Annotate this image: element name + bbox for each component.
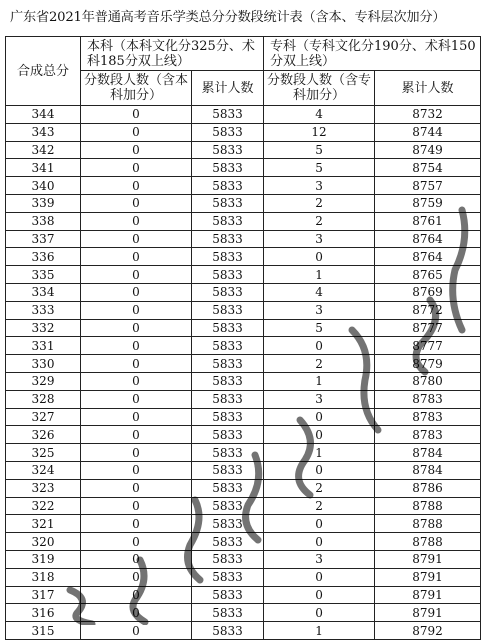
table-body (6, 106, 481, 640)
cell-vocational-count: 4 (264, 283, 375, 301)
cell-total-score: 335 (6, 266, 81, 284)
table-title: 广东省2021年普通高考音乐学类总分分数段统计表（含本、专科层次加分） (10, 10, 446, 25)
cell-vocational-cumulative: 8788 (375, 515, 481, 533)
cell-total-score: 318 (6, 568, 81, 586)
cell-bachelor-cumulative: 5833 (192, 337, 264, 355)
table-row (6, 266, 481, 284)
cell-vocational-count: 0 (264, 533, 375, 551)
cell-vocational-cumulative: 8783 (375, 408, 481, 426)
cell-bachelor-count: 0 (81, 319, 192, 337)
table-row (6, 497, 481, 515)
cell-vocational-cumulative: 8780 (375, 372, 481, 390)
cell-vocational-cumulative: 8732 (375, 106, 481, 124)
cell-bachelor-count: 0 (81, 408, 192, 426)
cell-vocational-cumulative: 8757 (375, 177, 481, 195)
cell-bachelor-cumulative: 5833 (192, 301, 264, 319)
cell-vocational-count: 2 (264, 497, 375, 515)
cell-vocational-cumulative: 8783 (375, 390, 481, 408)
cell-bachelor-count: 0 (81, 106, 192, 124)
cell-bachelor-count: 0 (81, 622, 192, 640)
cell-total-score: 328 (6, 390, 81, 408)
cell-bachelor-count: 0 (81, 248, 192, 266)
cell-vocational-count: 0 (264, 461, 375, 479)
table-row (6, 248, 481, 266)
cell-bachelor-cumulative: 5833 (192, 355, 264, 373)
cell-total-score: 319 (6, 550, 81, 568)
cell-vocational-count: 2 (264, 212, 375, 230)
cell-bachelor-cumulative: 5833 (192, 515, 264, 533)
cell-total-score: 327 (6, 408, 81, 426)
cell-total-score: 325 (6, 444, 81, 462)
header-bachelor: 本科（本科文化分325分、术科185分双上线） (81, 37, 264, 71)
cell-bachelor-count: 0 (81, 586, 192, 604)
table-row (6, 568, 481, 586)
cell-bachelor-count: 0 (81, 141, 192, 159)
cell-vocational-cumulative: 8769 (375, 283, 481, 301)
cell-bachelor-count: 0 (81, 372, 192, 390)
cell-vocational-count: 12 (264, 123, 375, 141)
cell-vocational-count: 1 (264, 372, 375, 390)
cell-vocational-cumulative: 8791 (375, 586, 481, 604)
cell-vocational-cumulative: 8791 (375, 550, 481, 568)
cell-total-score: 333 (6, 301, 81, 319)
cell-vocational-cumulative: 8759 (375, 194, 481, 212)
header-vocational: 专科（专科文化分190分、术科150分双上线） (264, 37, 481, 71)
cell-total-score: 337 (6, 230, 81, 248)
table-row (6, 159, 481, 177)
cell-total-score: 317 (6, 586, 81, 604)
cell-bachelor-cumulative: 5833 (192, 568, 264, 586)
cell-vocational-cumulative: 8749 (375, 141, 481, 159)
cell-total-score: 331 (6, 337, 81, 355)
cell-bachelor-count: 0 (81, 444, 192, 462)
cell-bachelor-cumulative: 5833 (192, 550, 264, 568)
cell-bachelor-count: 0 (81, 568, 192, 586)
cell-vocational-cumulative: 8754 (375, 159, 481, 177)
cell-vocational-cumulative: 8791 (375, 604, 481, 622)
cell-vocational-count: 3 (264, 177, 375, 195)
table-row (6, 337, 481, 355)
cell-vocational-count: 0 (264, 426, 375, 444)
cell-vocational-count: 5 (264, 319, 375, 337)
cell-bachelor-cumulative: 5833 (192, 159, 264, 177)
cell-vocational-cumulative: 8791 (375, 568, 481, 586)
cell-vocational-count: 3 (264, 390, 375, 408)
cell-vocational-count: 5 (264, 141, 375, 159)
cell-bachelor-cumulative: 5833 (192, 426, 264, 444)
table-row (6, 533, 481, 551)
cell-bachelor-cumulative: 5833 (192, 141, 264, 159)
cell-bachelor-cumulative: 5833 (192, 408, 264, 426)
cell-bachelor-count: 0 (81, 337, 192, 355)
cell-bachelor-cumulative: 5833 (192, 461, 264, 479)
cell-bachelor-count: 0 (81, 390, 192, 408)
cell-vocational-count: 1 (264, 622, 375, 640)
table-row (6, 177, 481, 195)
cell-total-score: 338 (6, 212, 81, 230)
table-row (6, 283, 481, 301)
cell-bachelor-cumulative: 5833 (192, 497, 264, 515)
cell-bachelor-cumulative: 5833 (192, 586, 264, 604)
cell-bachelor-cumulative: 5833 (192, 248, 264, 266)
cell-total-score: 342 (6, 141, 81, 159)
cell-bachelor-cumulative: 5833 (192, 230, 264, 248)
table-row (6, 586, 481, 604)
table-row (6, 123, 481, 141)
cell-total-score: 323 (6, 479, 81, 497)
table-row (6, 355, 481, 373)
cell-total-score: 320 (6, 533, 81, 551)
header-bachelor-cumulative: 累计人数 (192, 71, 264, 106)
table-row (6, 479, 481, 497)
cell-vocational-count: 0 (264, 568, 375, 586)
cell-bachelor-count: 0 (81, 194, 192, 212)
cell-bachelor-cumulative: 5833 (192, 319, 264, 337)
cell-total-score: 316 (6, 604, 81, 622)
cell-vocational-count: 0 (264, 515, 375, 533)
cell-total-score: 343 (6, 123, 81, 141)
cell-vocational-count: 4 (264, 106, 375, 124)
cell-total-score: 321 (6, 515, 81, 533)
cell-bachelor-count: 0 (81, 479, 192, 497)
cell-total-score: 344 (6, 106, 81, 124)
cell-vocational-cumulative: 8744 (375, 123, 481, 141)
table-row (6, 444, 481, 462)
cell-bachelor-cumulative: 5833 (192, 390, 264, 408)
cell-vocational-count: 0 (264, 248, 375, 266)
cell-bachelor-count: 0 (81, 426, 192, 444)
table-row (6, 319, 481, 337)
table-row (6, 212, 481, 230)
cell-bachelor-count: 0 (81, 212, 192, 230)
table-row (6, 604, 481, 622)
table-row (6, 230, 481, 248)
cell-bachelor-cumulative: 5833 (192, 106, 264, 124)
cell-vocational-cumulative: 8777 (375, 337, 481, 355)
cell-bachelor-cumulative: 5833 (192, 266, 264, 284)
cell-vocational-count: 5 (264, 159, 375, 177)
cell-vocational-count: 0 (264, 337, 375, 355)
table-row (6, 408, 481, 426)
header-total-score: 合成总分 (6, 37, 81, 106)
table-row (6, 426, 481, 444)
cell-vocational-count: 2 (264, 194, 375, 212)
cell-bachelor-count: 0 (81, 497, 192, 515)
cell-total-score: 324 (6, 461, 81, 479)
cell-vocational-cumulative: 8792 (375, 622, 481, 640)
table-row (6, 301, 481, 319)
cell-bachelor-cumulative: 5833 (192, 283, 264, 301)
cell-bachelor-cumulative: 5833 (192, 444, 264, 462)
cell-vocational-count: 0 (264, 586, 375, 604)
cell-total-score: 341 (6, 159, 81, 177)
cell-bachelor-cumulative: 5833 (192, 533, 264, 551)
cell-vocational-count: 0 (264, 604, 375, 622)
table-row (6, 550, 481, 568)
cell-vocational-count: 2 (264, 355, 375, 373)
cell-bachelor-cumulative: 5833 (192, 194, 264, 212)
cell-total-score: 339 (6, 194, 81, 212)
table-row (6, 515, 481, 533)
cell-vocational-cumulative: 8784 (375, 461, 481, 479)
cell-bachelor-count: 0 (81, 533, 192, 551)
header-vocational-cumulative: 累计人数 (375, 71, 481, 106)
table-row (6, 390, 481, 408)
cell-vocational-cumulative: 8765 (375, 266, 481, 284)
cell-bachelor-count: 0 (81, 177, 192, 195)
header-vocational-count: 分数段人数（含专科加分） (264, 71, 375, 106)
cell-vocational-count: 3 (264, 301, 375, 319)
cell-total-score: 332 (6, 319, 81, 337)
cell-bachelor-count: 0 (81, 266, 192, 284)
cell-total-score: 329 (6, 372, 81, 390)
cell-bachelor-count: 0 (81, 301, 192, 319)
cell-bachelor-cumulative: 5833 (192, 212, 264, 230)
cell-vocational-cumulative: 8761 (375, 212, 481, 230)
cell-bachelor-cumulative: 5833 (192, 372, 264, 390)
cell-bachelor-cumulative: 5833 (192, 177, 264, 195)
cell-total-score: 322 (6, 497, 81, 515)
cell-bachelor-count: 0 (81, 230, 192, 248)
cell-vocational-cumulative: 8786 (375, 479, 481, 497)
cell-vocational-cumulative: 8788 (375, 533, 481, 551)
cell-vocational-cumulative: 8783 (375, 426, 481, 444)
cell-vocational-cumulative: 8779 (375, 355, 481, 373)
table-row (6, 194, 481, 212)
cell-bachelor-count: 0 (81, 283, 192, 301)
cell-bachelor-cumulative: 5833 (192, 604, 264, 622)
table-row (6, 461, 481, 479)
cell-total-score: 315 (6, 622, 81, 640)
cell-total-score: 336 (6, 248, 81, 266)
table-row (6, 141, 481, 159)
cell-bachelor-count: 0 (81, 515, 192, 533)
cell-total-score: 330 (6, 355, 81, 373)
table-row (6, 372, 481, 390)
cell-vocational-count: 3 (264, 230, 375, 248)
cell-vocational-cumulative: 8764 (375, 230, 481, 248)
cell-bachelor-count: 0 (81, 550, 192, 568)
cell-total-score: 326 (6, 426, 81, 444)
cell-total-score: 334 (6, 283, 81, 301)
cell-bachelor-count: 0 (81, 123, 192, 141)
cell-vocational-cumulative: 8772 (375, 301, 481, 319)
cell-total-score: 340 (6, 177, 81, 195)
header-bachelor-count: 分数段人数（含本科加分） (81, 71, 192, 106)
cell-vocational-cumulative: 8784 (375, 444, 481, 462)
cell-bachelor-count: 0 (81, 159, 192, 177)
cell-vocational-count: 1 (264, 444, 375, 462)
cell-bachelor-cumulative: 5833 (192, 123, 264, 141)
cell-bachelor-count: 0 (81, 461, 192, 479)
cell-vocational-cumulative: 8764 (375, 248, 481, 266)
cell-bachelor-count: 0 (81, 355, 192, 373)
table-row (6, 106, 481, 124)
cell-vocational-count: 0 (264, 408, 375, 426)
cell-vocational-count: 1 (264, 266, 375, 284)
table-row (6, 622, 481, 640)
cell-vocational-count: 2 (264, 479, 375, 497)
cell-bachelor-cumulative: 5833 (192, 479, 264, 497)
cell-vocational-cumulative: 8788 (375, 497, 481, 515)
cell-vocational-count: 3 (264, 550, 375, 568)
cell-bachelor-cumulative: 5833 (192, 622, 264, 640)
cell-bachelor-count: 0 (81, 604, 192, 622)
score-distribution-table (5, 36, 481, 640)
cell-vocational-cumulative: 8777 (375, 319, 481, 337)
